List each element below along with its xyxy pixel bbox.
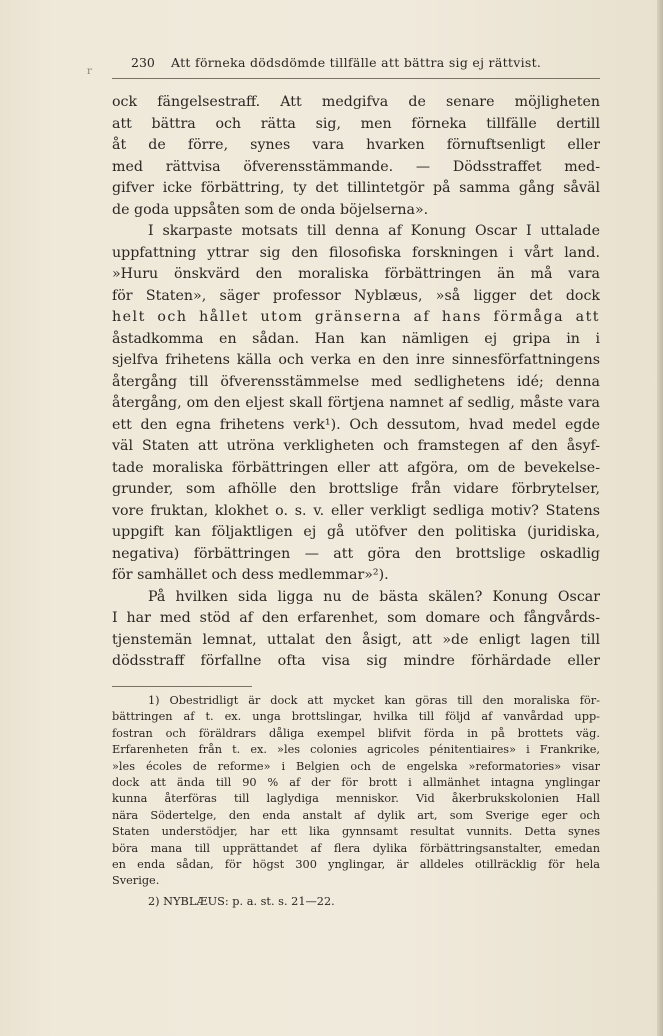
body-line: åstadkomma en sådan. Han kan nämligen ej gripa in i bbox=[112, 330, 600, 347]
running-header bbox=[112, 55, 600, 70]
body-line: med rättvisa öfverensstämmande. — Dödsstraffet med- bbox=[112, 158, 600, 175]
footnote-line: fostran och föräldrars dåliga exempel blifvit förda in på brottets väg. bbox=[112, 726, 600, 740]
body-line: de goda uppsåten som de onda böjelserna». bbox=[112, 201, 429, 218]
footnote-line: dock att ända till 90 % af der för brott i allmänhet intagna ynglingar bbox=[112, 775, 600, 789]
body-line: återgång till öfverensstämmelse med sedlighetens idé; denna bbox=[112, 373, 600, 390]
body-line: för samhället och dess medlemmar»²). bbox=[112, 567, 389, 583]
body-line: återgång, om den eljest skall förtjena namnet af sedlig, måste vara bbox=[112, 395, 600, 411]
footnote-line: 2) NYBLÆUS: p. a. st. s. 21—22. bbox=[148, 894, 335, 908]
body-line: sjelfva frihetens källa och verka en den inre sinnesförfattningens bbox=[112, 352, 600, 368]
body-line: uppfattning yttrar sig den filosofiska forskningen i vårt land. bbox=[112, 244, 600, 261]
page-number: 230 bbox=[131, 55, 155, 70]
body-line: vore fruktan, klokhet o. s. v. eller verkligt sedliga motiv? Statens bbox=[112, 502, 600, 519]
footnote-rule bbox=[112, 686, 252, 687]
body-line: väl Staten att utröna verkligheten och framstegen af den åsyf- bbox=[112, 438, 600, 454]
footnote-line: Staten understödjer, har ett lika gynnsamt resultat vunnits. Detta synes bbox=[112, 825, 600, 839]
footnote-line: en enda sådan, för högst 300 ynglingar, är alldeles otillräcklig för hela bbox=[112, 857, 600, 871]
running-title: Att förneka dödsdömde tillfälle att bättra sig ej rättvist. bbox=[170, 55, 542, 70]
footnote-line: »les écoles de reforme» i Belgien och de engelska »reformatories» visar bbox=[112, 759, 600, 773]
footnote-line: Sverige. bbox=[112, 874, 160, 888]
footnote-line: bättringen af t. ex. unga brottslingar, hvilka till följd af vanvårdad upp- bbox=[112, 710, 600, 724]
body-line: I skarpaste motsats till denna af Konung Oscar I uttalade bbox=[148, 223, 600, 239]
body-line: På hvilken sida ligga nu de bästa skälen? Konung Oscar bbox=[148, 588, 600, 605]
body-line: dödsstraff förfallne ofta visa sig mindre förhärdade eller bbox=[112, 653, 600, 669]
body-line: I har med stöd af den erfarenhet, som domare och fångvårds- bbox=[112, 610, 600, 626]
footnotes bbox=[112, 693, 600, 910]
body-line: helt och hållet utom gränserna af hans förmåga att bbox=[112, 309, 600, 325]
body-line: åt de förre, synes vara hvarken förnuftsenligt eller bbox=[112, 137, 600, 153]
footnote-line: 1) Obestridligt är dock att mycket kan göras till den moraliska för- bbox=[148, 694, 600, 707]
footnote-line: kunna återföras till laglydiga menniskor. Vid åkerbrukskolonien Hall bbox=[112, 792, 600, 806]
body-line: tade moraliska förbättringen eller att afgöra, om de bevekelse- bbox=[112, 459, 600, 476]
body-line: ock fängelsestraff. Att medgifva de senare möjligheten bbox=[112, 94, 600, 110]
body-line: »Huru önskvärd den moraliska förbättringen än må vara bbox=[112, 266, 600, 282]
page-edge bbox=[657, 0, 663, 1036]
body-line: negativa) förbättringen — att göra den brottslige oskadlig bbox=[112, 545, 600, 562]
body-line: uppgift kan följaktligen ej gå utöfver den politiska (juridiska, bbox=[112, 524, 600, 540]
margin-mark: r bbox=[87, 66, 92, 77]
header-rule bbox=[112, 78, 600, 79]
body-line: för Staten», säger professor Nyblæus, »så ligger det dock bbox=[112, 287, 600, 304]
footnote-line: böra mana till upprättandet af flera dylika förbättringsanstalter, emedan bbox=[112, 841, 600, 855]
footnote-line: Erfarenheten från t. ex. »les colonies agricoles pénitentiaires» i Frankrike, bbox=[112, 743, 600, 757]
footnote-line: nära Södertelge, den enda anstalt af dylik art, som Sverige eger och bbox=[112, 808, 600, 822]
body-line: tjenstemän lemnat, uttalat den åsigt, att »de enligt lagen till bbox=[112, 631, 600, 648]
body-text bbox=[112, 92, 600, 673]
body-line: att bättra och rätta sig, men förneka tillfälle dertill bbox=[112, 115, 600, 132]
body-line: grunder, som afhölle den brottslige från vidare förbrytelser, bbox=[112, 481, 600, 497]
body-line: ett den egna frihetens verk¹). Och dessutom, hvad medel egde bbox=[112, 416, 600, 433]
body-line: gifver icke förbättring, ty det tillintetgör på samma gång såväl bbox=[112, 180, 600, 196]
